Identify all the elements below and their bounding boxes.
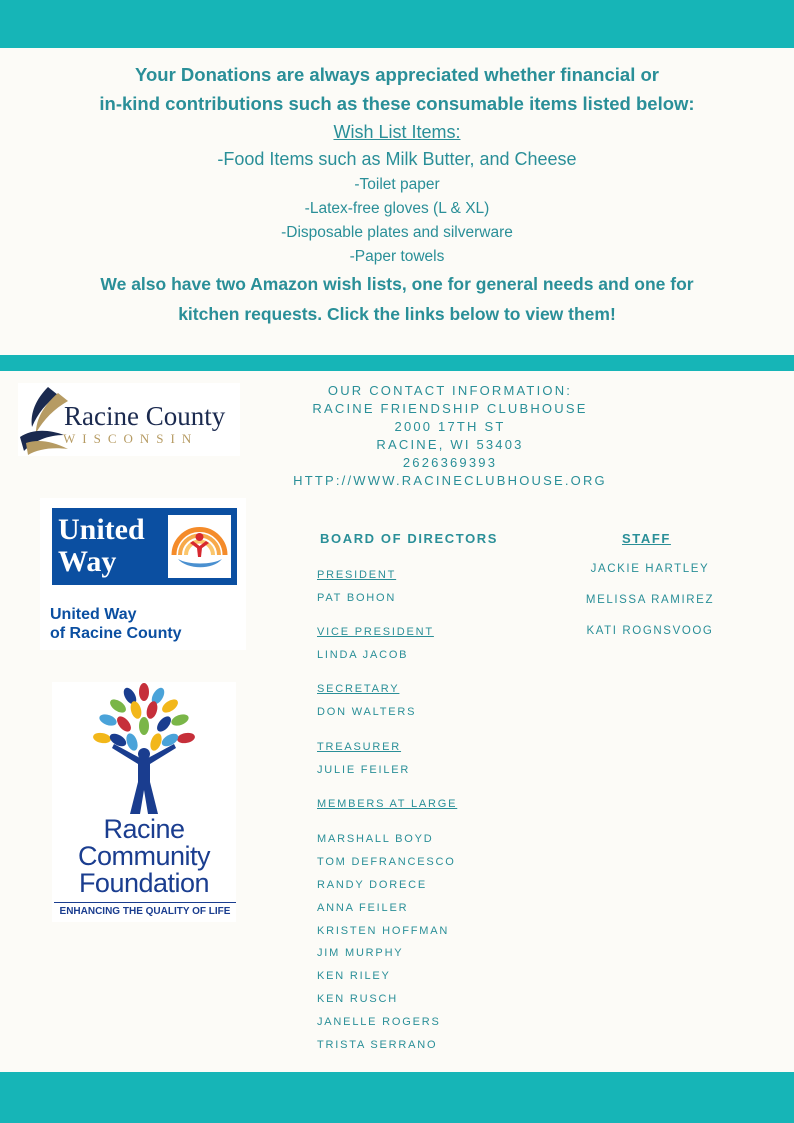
board-member: JIM MURPHY [317,947,404,959]
wish-item: -Paper towels [349,248,445,265]
racine-county-sub: WISCONSIN [63,431,199,446]
board-member: KEN RILEY [317,970,391,982]
president-label: PRESIDENT [317,569,397,581]
wish-item: -Latex-free gloves (L & XL) [304,200,490,217]
treasurer-label: TREASURER [317,741,402,753]
donations-line-1: Your Donations are always appreciated whether financial or [135,64,659,85]
board-member: ANNA FEILER [317,902,409,914]
contact-info [230,382,670,490]
vice-president-name: LINDA JACOB [317,649,409,661]
wish-item: -Food Items such as Milk Butter, and Cheese [217,149,577,169]
treasurer-name: JULIE FEILER [317,764,411,776]
rcf-word-racine: Racine [103,814,185,844]
contact-street: 2000 17TH ST [394,419,506,434]
amazon-line-1: We also have two Amazon wish lists, one for general needs and one for [100,274,694,294]
board-member: TRISTA SERRANO [317,1039,438,1051]
contact-website[interactable]: HTTP://WWW.RACINECLUBHOUSE.ORG [293,473,607,488]
united-way-box [52,508,237,585]
rcf-word-community: Community [77,841,211,871]
amazon-line-2: kitchen requests. Click the links below to view them! [178,304,616,324]
rcf-word-foundation: Foundation [78,868,210,898]
members-at-large-label: MEMBERS AT LARGE [317,798,458,810]
tree-person-icon [52,682,236,817]
staff-member: MELISSA RAMIREZ [585,594,715,606]
board-member: TOM DEFRANCESCO [317,856,456,868]
middle-band [0,355,794,371]
united-way-caption: United Way of Racine County [50,606,182,642]
united-way-logo [40,498,246,650]
racine-community-foundation-logo [52,682,236,922]
board-member: KEN RUSCH [317,993,398,1005]
contact-name: RACINE FRIENDSHIP CLUBHOUSE [312,401,588,416]
staff-member: KATI ROGNSVOOG [586,625,714,637]
secretary-label: SECRETARY [317,683,400,695]
wish-list-title: Wish List Items: [333,122,461,142]
vice-president-label: VICE PRESIDENT [317,626,434,638]
bottom-band [0,1072,794,1123]
staff-heading: STAFF [622,531,671,546]
rcf-tagline: ENHANCING THE QUALITY OF LIFE [54,902,236,917]
contact-city: RACINE, WI 53403 [376,437,524,452]
board-member: MARSHALL BOYD [317,833,434,845]
board-member: JANELLE ROGERS [317,1016,441,1028]
board-member: RANDY DORECE [317,879,428,891]
wish-item: -Toilet paper [354,176,440,193]
contact-phone: 2626369393 [402,455,498,470]
racine-county-logo [18,383,240,456]
board-heading: BOARD OF DIRECTORS [320,531,499,546]
top-band [0,0,794,48]
racine-county-name: Racine County [64,401,226,431]
contact-heading: OUR CONTACT INFORMATION: [327,383,573,398]
united-way-emblem-icon [168,515,231,578]
donations-line-2: in-kind contributions such as these consumable items listed below: [99,93,695,114]
donations-section [0,60,794,329]
board-member: KRISTEN HOFFMAN [317,925,450,937]
united-way-wordmark: United Way [58,513,145,578]
president-name: PAT BOHON [317,592,397,604]
secretary-name: DON WALTERS [317,706,417,718]
wish-item: -Disposable plates and silverware [281,224,513,241]
staff-member: JACKIE HARTLEY [590,563,710,575]
